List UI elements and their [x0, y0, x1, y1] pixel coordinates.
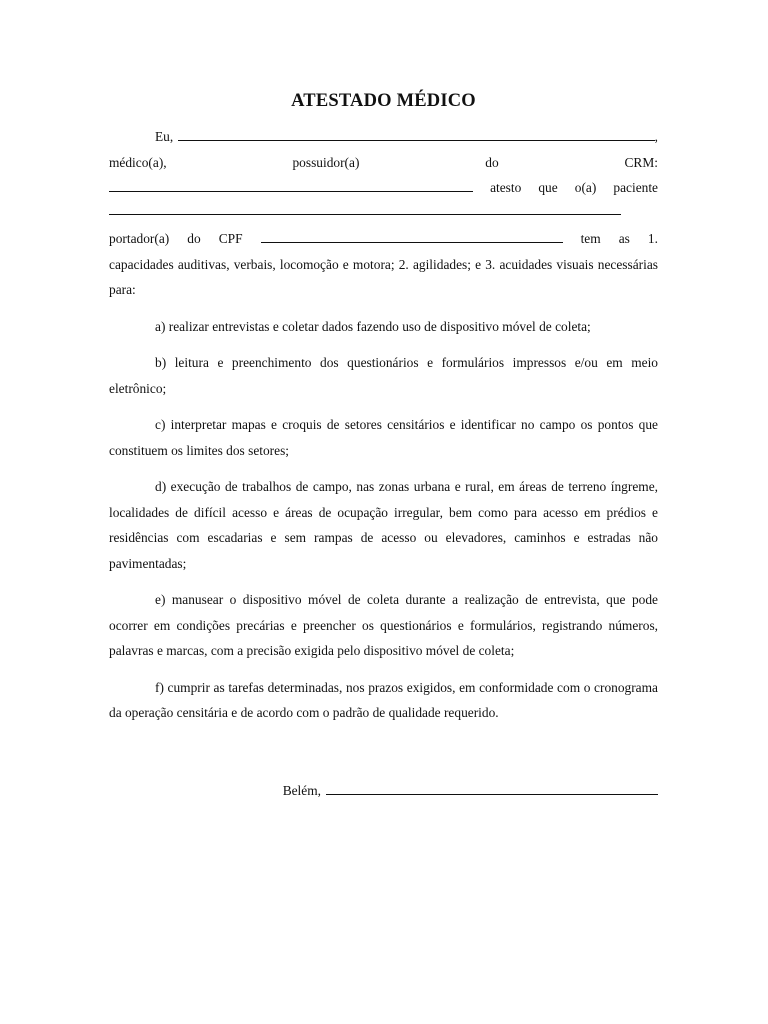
signature-line — [109, 778, 658, 804]
paragraph-item-e: e) manusear o dispositivo móvel de coleta durante a realização de entrevista, que pode ocorrer em condições precárias e preencher os questionários e formulários, registrando números, palavras e marcas, com a precisão exigida pelo dispositivo móvel de coleta; — [109, 592, 658, 658]
paragraph-item-d: d) execução de trabalhos de campo, nas zonas urbana e rural, em áreas de terreno íngreme, localidades de difícil acesso e áreas de ocupação irregular, bem como para acesso em prédios e residências com escadarias e sem rampas de acesso ou elevadores, caminhos e estradas não pavimentadas; — [109, 479, 658, 571]
text-atesto: atesto — [490, 180, 522, 195]
line-cpf — [109, 226, 658, 252]
text-do: do — [485, 154, 499, 170]
date-blank — [326, 781, 658, 795]
text-portador: portador(a) — [109, 231, 170, 246]
text-cpf: CPF — [218, 231, 243, 246]
cpf-blank — [261, 229, 563, 243]
line-atesto — [109, 175, 658, 201]
document-title: ATESTADO MÉDICO — [291, 91, 476, 111]
text-do-2: do — [187, 231, 201, 246]
text-paciente: paciente — [613, 180, 658, 195]
paragraph-item-b: b) leitura e preenchimento dos questionários e formulários impressos e/ou em meio eletrônico; — [109, 355, 658, 396]
patient-name-blank — [109, 201, 621, 215]
text-medico: médico(a), — [109, 154, 167, 170]
text-tem: tem — [580, 231, 601, 246]
text-que: que — [538, 180, 558, 195]
paragraph-capacidades: capacidades auditivas, verbais, locomoção e motora; 2. agilidades; e 3. acuidades visuais necessárias para: — [109, 256, 658, 297]
text-place: Belém, — [282, 782, 321, 798]
text-o-a: o(a) — [574, 180, 597, 195]
text-eu: Eu, — [155, 129, 174, 144]
line-crm — [109, 150, 658, 176]
paragraph-item-f: f) cumprir as tarefas determinadas, nos prazos exigidos, em conformidade com o cronograma da operação censitária e de acordo com o padrão de qualidade requerido. — [109, 679, 658, 720]
line-patient-name — [109, 201, 658, 227]
text-crm: CRM: — [624, 154, 658, 170]
text-num-1: 1. — [647, 231, 658, 246]
text-as: as — [618, 231, 630, 246]
text-possuidor: possuidor(a) — [292, 154, 360, 170]
line-doctor-name — [109, 124, 658, 150]
paragraph-item-a: a) realizar entrevistas e coletar dados fazendo uso de dispositivo móvel de coleta; — [155, 318, 591, 334]
doctor-name-blank — [178, 127, 654, 141]
text-comma: , — [654, 129, 658, 144]
document-page — [109, 90, 658, 803]
crm-blank — [109, 178, 473, 192]
paragraph-item-c: c) interpretar mapas e croquis de setores censitários e identificar no campo os pontos que constituem os limites dos setores; — [109, 417, 658, 458]
